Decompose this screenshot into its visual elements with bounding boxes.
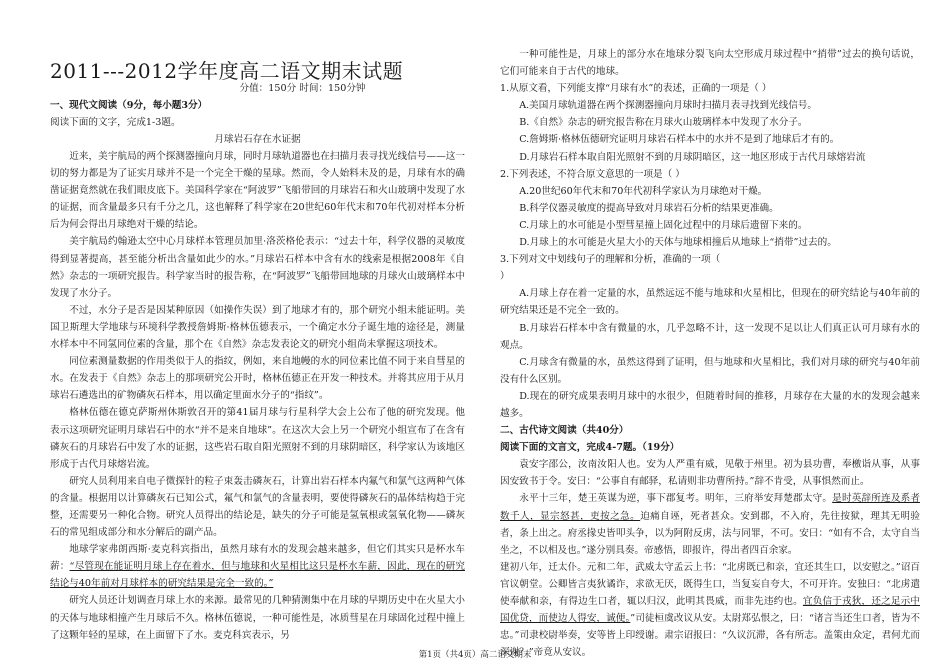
question-3-stem: 3.下列对文中划线句子的理解和分析，准确的一项（ [500, 254, 721, 266]
classical-paragraph: 建初八年，迁太仆。元和二年，武威太守孟云上书：“北虏既已和亲，宜还其生口，以安慰之。”诏百官议朝堂。公卿皆言夷狄谲诈，求欲无厌，既得生口，当复妄自夸大，不可开许。安独曰：“北虏遣使奉献和亲，有得边生口者，辄以归汉，此明其畏威，而非先违约也。宜负信于戎狄，还之足示中国优贷，而使边人得安，诚便。”司徒桓虞改议从安。太尉郑弘恨之，曰：“诸言当还生口者，皆为不忠。”司隶校尉举奏，安等皆上印绶谢。肃宗诏报曰：“久议沉滞，各有所志。盖策由众定，君何尤而深谢？”帝竟从安议。 [500, 561, 921, 659]
article-paragraph: 同位素测量数据的作用类似于人的指纹，例如，来自地幔的水的同位素比值不同于来自彗星的水。在发表于《自然》杂志上的那项研究公开时，格林伍德正在开发一种技术。并将其应用于从月球岩石遴选出的矿物磷灰石样本，用以确定里面水分子的“指纹”。 [50, 356, 465, 402]
question-3-paren: ） [500, 271, 510, 283]
section2-heading: 二、古代诗文阅读（共40分） [500, 425, 629, 437]
article-paragraph: 研究人员利用来自电子微探针的粒子束轰击磷灰石，计算出岩石样本内氟气和氯气这两种气体的含量。根据用以计算磷灰石已知公式，氟气和氯气的含量表明，要使得磷灰石的晶体结构趋于完整，还需要另一种化合物。研究人员得出的结论是，缺失的分子可能是氢氧根或氢氧化物——磷灰石的常见组成部分和水分解后的副产品。 [50, 475, 465, 539]
section1-instruction: 阅读下面的文字，完成1-3题。 [50, 117, 181, 128]
article-paragraph: 近来，美宇航局的两个探测器撞向月球，同时月球轨道器也在扫描月表寻找光线信号——这一切的努力都是为了证实月球并不是一个完全干燥的星球。然而，令人始料未及的是，月球有水的确凿证据竟然就在我们眼皮底下。美国科学家在“阿波罗”飞船带回的月球岩石和火山玻璃中发现了水的证据，而含量最多只有千分之几，这也解释了科学家在20世纪60年代末和70年代初对样本分析后为何会得出月球绝对干燥的结论。 [50, 151, 465, 231]
question-2-option: D.月球上的水可能是火星大小的天体与地球相撞后从地球上“捎带”过去的。 [519, 237, 837, 249]
section2-instruction: 阅读下面的文言文，完成4-7题。（19分） [500, 442, 680, 454]
article-paragraph: 研究人员还计划调查月球上水的来源。最常见的几种猜测集中在月球的早期历史中在火星大小的天体与地球相撞产生月球后不久。格林伍德说，一种可能性是，冰质彗星在月球固化过程中撞上了这颗年轻的星球，在上面留下了水。麦克科宾表示，另 [50, 595, 465, 641]
exam-info: 分值：150分 时间：150分钟 [239, 83, 366, 94]
section1-heading: 一、现代文阅读（9分，每小题3分） [50, 100, 208, 111]
question-1-option: D.月球岩石样本取自阳光照射不到的月球阴暗区，这一地区形成于古代月球熔岩流 [519, 151, 866, 163]
article-title: 月球岩石存在水证据 [214, 134, 301, 145]
page-footer: 第1页（共4页）高二语文期末 [418, 650, 532, 660]
classical-paragraph: 永平十三年，楚王英谋为逆，事下郡复考。明年，三府举安拜楚郡太守。是时英辞所连及系者数千人，显宗怒甚，吏按之急。迫痛自诬，死者甚众。安到郡，不入府，先往按狱，理其无明验者，条上出之。府丞掾史皆叩头争，以为阿附反虏，法与同罪，不可。安曰：“如有不合，太守自当坐之，不以相及也。”遂分别具奏。帝感悟，即报许，得出者四百余家。 [500, 493, 921, 556]
exam-title: 2011---2012学年度高二语文期末试题 [50, 59, 404, 83]
article-paragraph: 美宇航局约翰逊太空中心月球样本管理员加里·洛茨格伦表示：“过去十年，科学仪器的灵敏度得到显著提高，甚至能分析出含量如此少的水。”月球岩石样本中含有水的线索是根据2008年《自然》杂志的一项研究报告。科学家当时的报告称，在“阿波罗”飞船带回地球的月球火山玻璃样本中发现了水分子。 [50, 236, 465, 299]
question-1-option: A.美国月球轨道器在两个探测器撞向月球时扫描月表寻找到光线信号。 [519, 100, 817, 112]
question-1-stem: 1.从原文看，下列能支撑“月球有水”的表述，正确的一项是（ ） [500, 83, 772, 95]
classical-paragraph: 袁安字邵公，汝南汝阳人也。安为人严重有威，见敬于州里。初为县功曹，奉檄诣从事，从事因安致书于令。安曰：“公事自有邮驿，私请则非功曹所持。”辞不肯受，从事惧然而止。 [500, 459, 920, 488]
question-2-option: B.科学仪器灵敏度的提高导致对月球岩石分析的结果更准确。 [519, 202, 779, 214]
right-body [500, 46, 920, 661]
article-continuation: 一种可能性是，月球上的部分水在地球分裂飞向太空形成月球过程中“捎带”过去的换句话说，它们可能来自于古代的地球。 [500, 49, 920, 78]
question-1-option: B.《自然》杂志的研究报告称在月球火山玻璃样本中发现了水分子。 [519, 117, 808, 129]
question-3-option: D.现在的研究成果表明月球中的水很少，但随着时间的推移，月球存在大量的水的发现会越来越多。 [500, 390, 920, 419]
question-1-option: C.詹姆斯·格林伍德研究证明月球岩石样本中的水并不是到了地球后才有的。 [519, 134, 840, 146]
article-paragraph-underlined: 地球学家弗朗西斯·麦克科宾指出，虽然月球有水的发现会越来越多，但它们其实只是杯水车薪：“尽管现在能证明月球上存在着水，但与地球和火星相比这只是杯水车薪，因此，现在的研究结论与40年前对月球样本的研究结果是完全一致的。” [50, 544, 466, 590]
question-2-option: C.月球上的水可能是小型彗星撞上固化过程中的月球后遗留下来的。 [519, 219, 808, 231]
underlined-sentence: 宜负信于戎狄，还之足示中国优贷，而使边人得安，诚便。 [500, 596, 921, 625]
question-3-option: B.月球岩石样本中含有微量的水，几乎忽略不计，这一发现不足以让人们真正认可月球有水的观点。 [500, 322, 920, 351]
underlined-sentence: 是时英辞所连及系者数千人，显宗怒甚，吏按之急。 [500, 493, 921, 522]
underlined-sentence: “尽管现在能证明月球上存在着水，但与地球和火星相比这只是杯水车薪，因此，现在的研究结论与40年前对月球样本的研究结果是完全一致的。” [50, 561, 466, 590]
question-3-option: A.月球上存在着一定量的水，虽然远远不能与地球和火星相比，但现在的研究结论与40年前的研究结果还是不完全一致的。 [500, 288, 920, 317]
question-2-stem: 2.下列表述，不符合原文意思的一项是（ ） [500, 168, 685, 180]
article-body [50, 148, 465, 644]
question-3-option: C.月球含有微量的水，虽然这得到了证明，但与地球和火星相比，我们对月球的研究与40年前没有什么区别。 [500, 356, 920, 385]
article-paragraph: 格林伍德在德克萨斯州休斯敦召开的第41届月球与行星科学大会上公布了他的研究发现。他表示这项研究证明月球岩石中的水“并不是来自地球”。在这次大会上另一个研究小组宣布了在含有磷灰石的月球岩石中发了水的证据，这些岩石取自阳光照射不到的月球阴暗区，科学家认为该地区形成于古代月球熔岩流。 [50, 407, 465, 470]
article-paragraph: 不过，水分子是否是因某种原因（如操作失误）到了地球才有的，那个研究小组未能证明。美国卫斯理大学地球与环境科学教授詹姆斯·格林伍德表示，一个确定水分子诞生地的途径是，测量水样本中不同氢同位素的含量，那个在《自然》杂志发表论文的研究小组尚未掌握这项技术。 [50, 304, 465, 351]
question-2-option: A.20世纪60年代末和70年代初科学家认为月球绝对干燥。 [519, 185, 768, 197]
